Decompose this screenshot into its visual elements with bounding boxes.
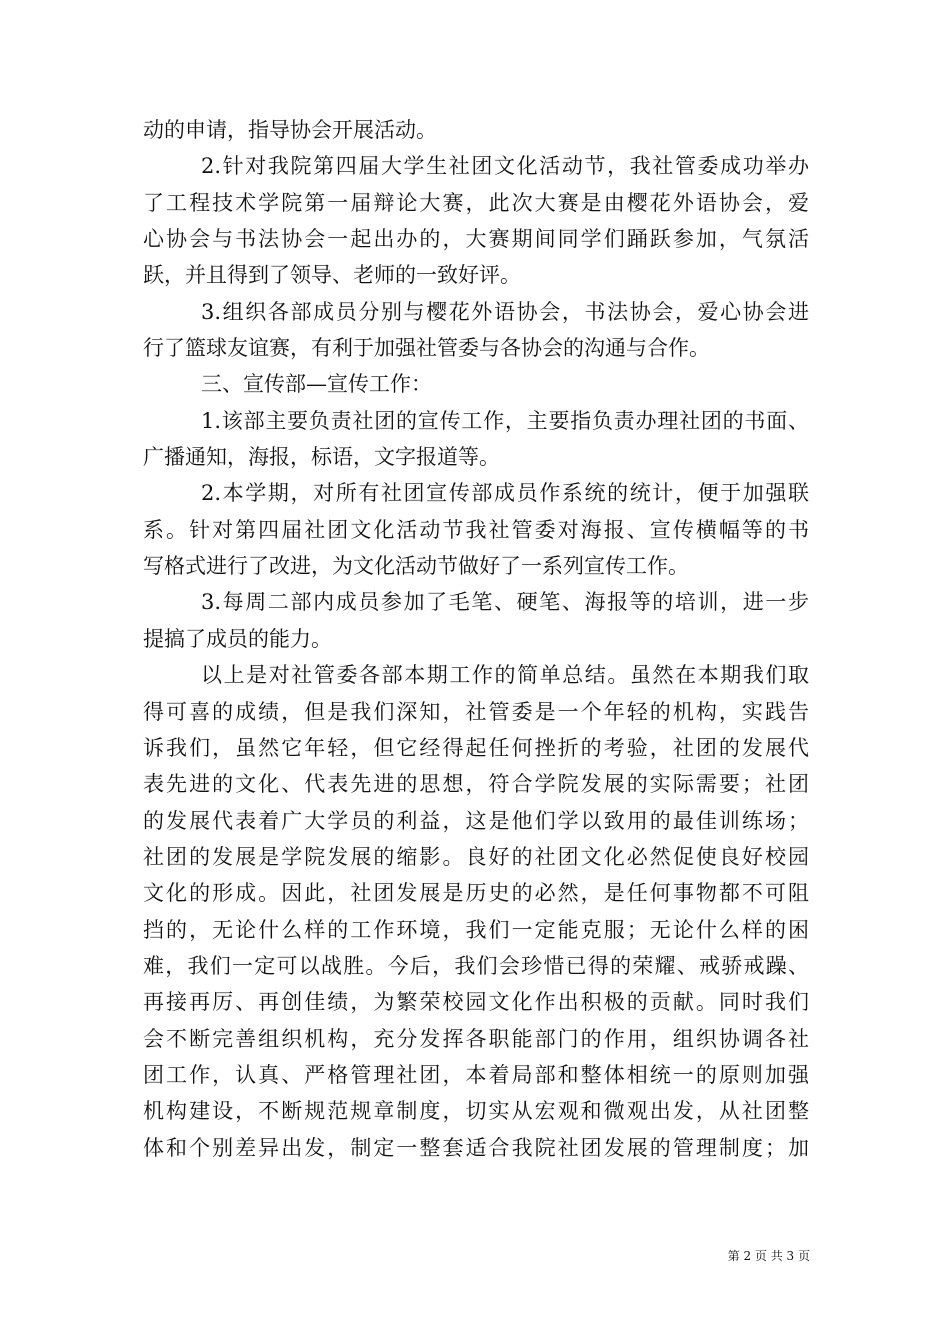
- text-line: 表先进的文化、代表先进的思想，符合学院发展的实际需要；社团: [143, 772, 809, 797]
- text-line: 广播通知，海报，标语，文字报道等。: [143, 445, 500, 470]
- text-line: 再接再厉、再创佳绩，为繁荣校园文化作出积极的贡献。同时我们: [143, 990, 809, 1015]
- text-line: 提搞了成员的能力。: [143, 626, 332, 651]
- text-line: 体和个别差异出发，制定一整套适合我院社团发展的管理制度；加: [143, 1135, 809, 1160]
- text-line: 了工程技术学院第一届辩论大赛，此次大赛是由樱花外语协会，爱: [143, 190, 809, 215]
- text-line: 文化的形成。因此，社团发展是历史的必然，是任何事物都不可阻: [143, 881, 809, 906]
- text-line: 团工作，认真、严格管理社团，本着局部和整体相统一的原则加强: [143, 1062, 809, 1087]
- text-line: 会不断完善组织机构，充分发挥各职能部门的作用，组织协调各社: [143, 1026, 809, 1051]
- page-number-footer: 第 2 页 共 3 页: [727, 1249, 810, 1263]
- text-line: 系。针对第四届社团文化活动节我社管委对海报、宣传横幅等的书: [143, 517, 809, 542]
- text-line: 动的申请，指导协会开展活动。: [143, 118, 437, 142]
- text-line: 3.每周二部内成员参加了毛笔、硬笔、海报等的培训，进一步: [201, 590, 809, 615]
- text-line: 难，我们一定可以战胜。今后，我们会珍惜已得的荣耀、戒骄戒躁、: [143, 953, 809, 978]
- text-line: 挡的，无论什么样的工作环境，我们一定能克服；无论什么样的困: [143, 917, 809, 942]
- text-line: 的发展代表着广大学员的利益，这是他们学以致用的最佳训练场；: [143, 808, 809, 833]
- text-line: 写格式进行了改进，为文化活动节做好了一系列宣传工作。: [143, 554, 689, 579]
- text-line: 2.本学期，对所有社团宣传部成员作系统的统计，便于加强联: [201, 481, 809, 506]
- text-line: 行了篮球友谊赛，有利于加强社管委与各协会的沟通与合作。: [143, 336, 710, 361]
- text-line: 社团的发展是学院发展的缩影。良好的社团文化必然促使良好校园: [143, 844, 809, 869]
- text-line: 心协会与书法协会一起出办的，大赛期间同学们踊跃参加，气氛活: [143, 227, 809, 252]
- text-line: 3.组织各部成员分别与樱花外语协会，书法协会，爱心协会进: [201, 299, 809, 324]
- text-line: 三、宣传部—宣传工作：: [201, 372, 432, 397]
- text-line: 诉我们，虽然它年轻，但它经得起任何挫折的考验，社团的发展代: [143, 735, 809, 760]
- document-body: [143, 112, 809, 1166]
- text-line: 2.针对我院第四届大学生社团文化活动节，我社管委成功举办: [201, 154, 809, 179]
- text-line: 跃，并且得到了领导、老师的一致好评。: [143, 263, 521, 288]
- text-line: 1.该部主要负责社团的宣传工作，主要指负责办理社团的书面、: [201, 408, 809, 433]
- text-line: 机构建设，不断规范规章制度，切实从宏观和微观出发，从社团整: [143, 1099, 809, 1124]
- text-line: 得可喜的成绩，但是我们深知，社管委是一个年轻的机构，实践告: [143, 699, 809, 724]
- text-line: 以上是对社管委各部本期工作的简单总结。虽然在本期我们取: [201, 663, 809, 688]
